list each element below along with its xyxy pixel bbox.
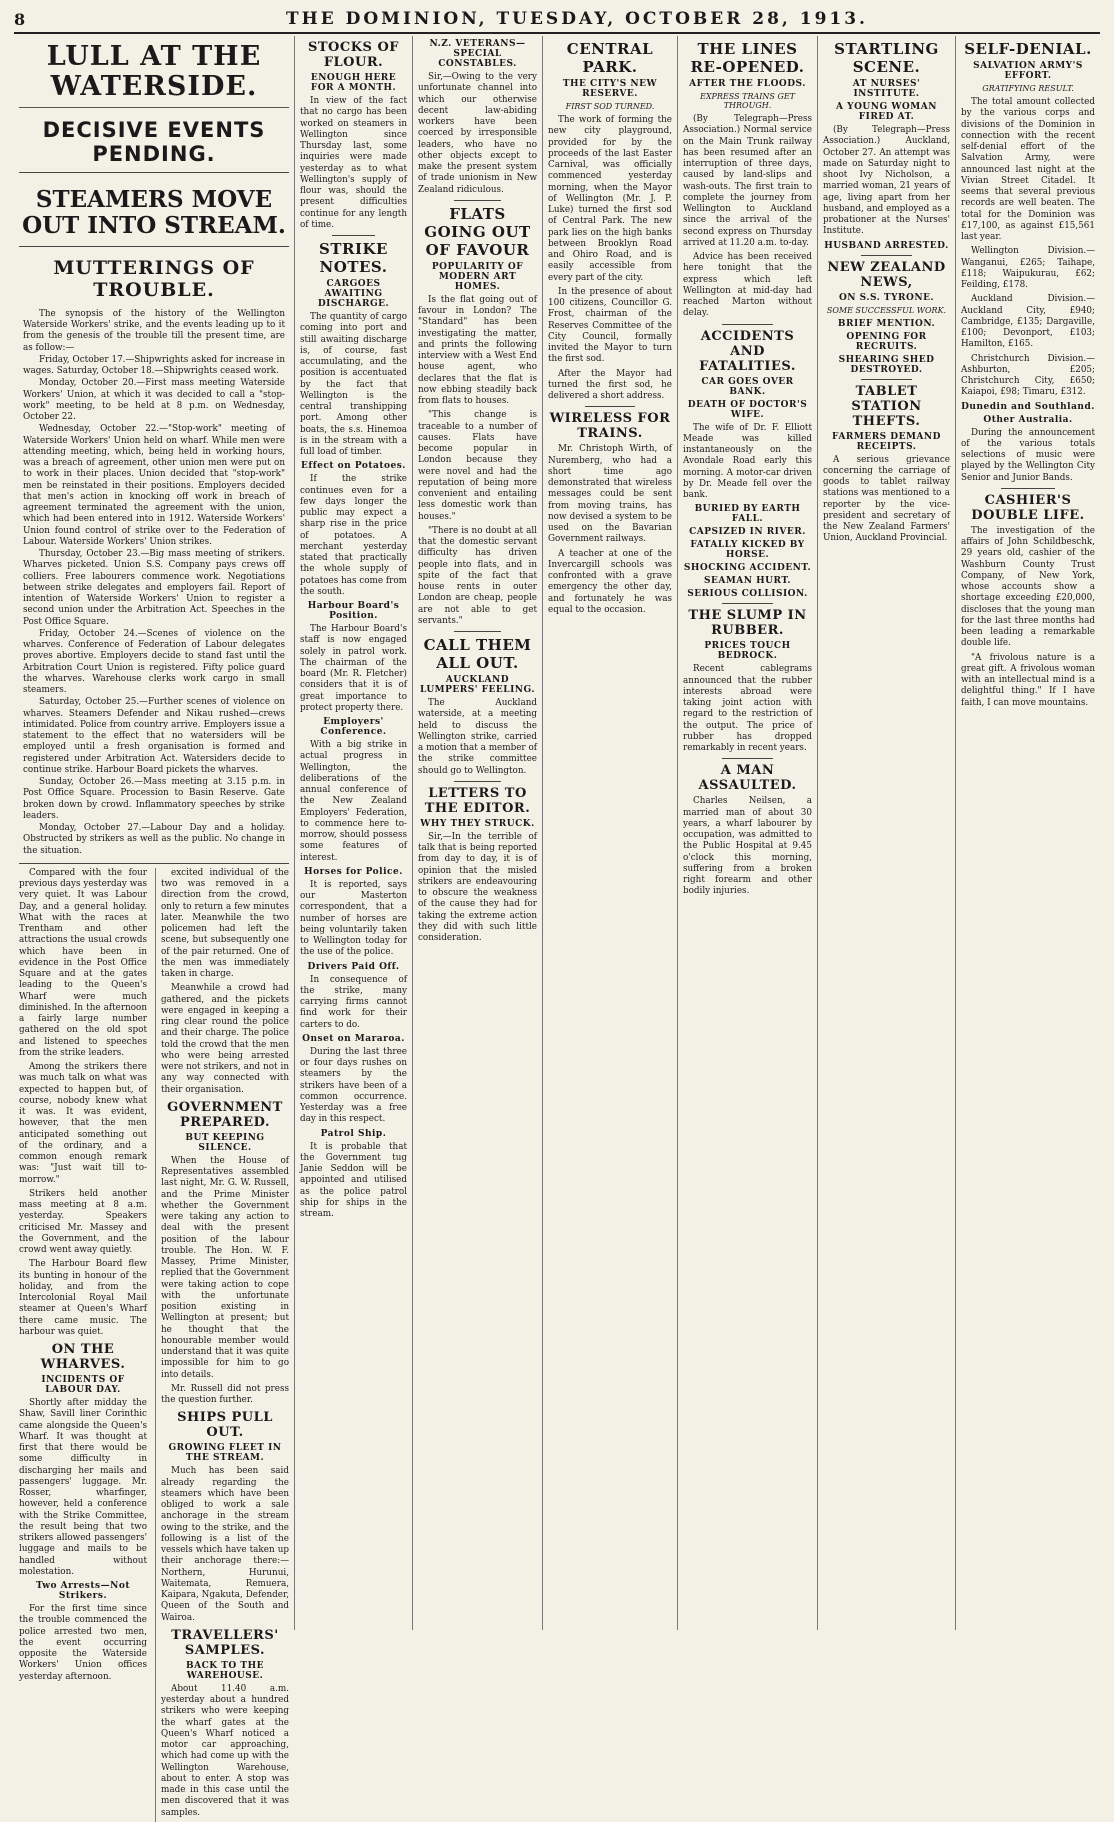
section-subheading: Employers' Conference. [320,717,387,737]
section-heading: WIRELESS FOR TRAINS. [549,411,671,442]
article-para: Christchurch Division.—Ashburton, £205; Christchurch City, £650; Kaiapoi, £98; Timaru, £312. [961,353,1095,398]
section-subheading: ON S.S. TYRONE. [838,292,935,303]
section-subheading: Drivers Paid Off. [307,961,400,972]
article-para: With a big strike in actual progress in Wellington, the deliberations of the annual conference of the New Zealand Employers' Federation, to commence here to-morrow, should possess some features of interest. [300,740,407,863]
section-subheading: WHY THEY STRUCK. [420,818,535,829]
section-heading: STOCKS OF FLOUR. [308,40,399,70]
section-subheading: AFTER THE FLOODS. [689,79,806,89]
article-para: For the first time since the trouble commenced the police arrested two men, the event occurring opposite the Waterside Workers' Union offices yesterday afternoon. [19,1604,147,1682]
column-3 [294,36,412,1630]
section-heading: THE LINES RE-OPENED. [690,40,805,76]
section-heading: NEW ZEALAND NEWS, [827,259,946,290]
article-para: Auckland Division.—Auckland City, £940; Cambridge, £135; Dargaville, £100; Devonport, £103; Hamilton, £165. [961,294,1095,350]
article-para: excited individual of the two was removed in a direction from the crowd, only to return a few minutes later. Meanwhile the two policemen had left the scene, but subsequently one of the pair returned. One of the men was immediately taken in charge. [161,867,289,980]
article-para: About 11.40 a.m. yesterday about a hundred strikers who were keeping the wharf gates at the Queen's Wharf noticed a motor car approaching, which had come up with the Wellington Warehouse, about to enter. A stop was made in this case until the men discovered that it was samples. [161,1683,289,1818]
section-subheading: SHOCKING ACCIDENT. [683,563,812,574]
section-subheading: ENOUGH HERE FOR A MONTH. [310,73,397,93]
section-subheading: Other Australia. [983,414,1073,425]
newspaper-title: THE DOMINION, TUESDAY, OCTOBER 28, 1913. [286,9,868,29]
section-heading: GOVERNMENT PREPARED. [167,1099,283,1130]
article-para: In view of the fact that no cargo has been worked on steamers in Wellington since Thursday last, some inquiries were made yesterday as to what Wellington's supply of flour was, should the present difficulties continue for any length of time. [300,96,407,230]
section-subheading: INCIDENTS OF LABOUR DAY. [41,1375,125,1396]
article-para: (By Telegraph—Press Association.) Auckland, October 27. An attempt was made on Saturday night to shoot Ivy Nicholson, a married woman, 21 years of age, living apart from her husband, and employed as a probationer at the Nurses' Institute. [823,125,950,237]
article-para: The Auckland waterside, at a meeting held to discuss the Wellington strike, carried a motion that a member of the strike committee should go to Wellington. [418,698,537,776]
article-para: "There is no doubt at all that the domestic servant difficulty has driven people into flats, and in spite of the fact that house rents in outer London are cheap, people are not able to get servants." [418,525,537,626]
lead-headline: LULL AT THE WATERSIDE. [19,42,289,108]
section-heading: CENTRAL PARK. [566,40,654,76]
section-heading: A MAN ASSAULTED. [698,763,797,794]
synopsis-para: The synopsis of the history of the Wellington Waterside Workers' strike, and the events leading up to it from the genesis of the trouble till the present time, are as follow:— [23,308,285,353]
article-para: The investigation of the affairs of John Schildbeschk, 29 years old, cashier of the Washburn County Trust Company, of New York, whose accounts show a shortage exceeding £20,000, discloses that the young man for the last three months had been leading a remarkable double life. [961,525,1095,649]
article-para: Advice has been received here tonight that the express which left Wellington at mid-day had reached Marton without delay. [683,252,812,319]
lead-body-split [19,868,289,1822]
section-subheading: N.Z. VETERANS—SPECIAL CONSTABLES. [429,39,526,69]
columns [14,36,1100,1818]
section-subheading: BACK TO THE WAREHOUSE. [186,1660,264,1681]
article-para: Sir,—In the terrible of talk that is being reported from day to day, it is of opinion that the misled strikers are endeavouring to obscure the weakness of the cause they had for taking the extreme action they did with such little consideration. [418,831,537,943]
divider [861,255,912,256]
article-para: Sir,—Owing to the very unfortunate channel into which our otherwise decent law-abiding workers have been coerced by irresponsible leaders, who have no other objects except to make the present system of trade unionism in New Zealand ridiculous. [418,72,537,195]
section-heading: TRAVELLERS' SAMPLES. [171,1627,279,1658]
lead-body-right [155,868,289,1822]
article-para: It is reported, says our Masterton correspondent, that a number of horses are being voluntarily taken to Wellington today for the use of the police. [300,879,407,958]
divider [19,172,289,173]
article-para: The Harbour Board's staff is now engaged solely in patrol work. The chairman of the board (Mr. R. Fletcher) considers that it is of great importance to protect property there. [300,624,407,713]
article-para: Mr. Russell did not press the question further. [161,1383,289,1406]
article-para: After the Mayor had turned the first sod, he delivered a short address. [548,368,672,401]
section-subheading: AUCKLAND LUMPERS' FEELING. [419,675,535,695]
section-subheading: Patrol Ship. [320,1128,387,1139]
article-para: In consequence of the strike, many carrying firms cannot find work for their carters to do. [300,974,407,1030]
divider [722,758,774,759]
lead-deck-1: DECISIVE EVENTS PENDING. [42,118,266,167]
synopsis-para: Sunday, October 26.—Mass meeting at 3.15 p.m. in Post Office Square. Procession to Basin Reserve. Gate broken down by crowd. Inflammatory speeches by strike leaders. [23,777,285,821]
article-para: (By Telegraph—Press Association.) Normal service on the Main Trunk railway has been resumed after an interruption of three days, caused by land-slips and wash-outs. The first train to complete the journey from Wellington to Auckland since the arrival of the second express on Thursday arrived at 11.20 a.m. to-day. [683,114,812,248]
section-subheading: DEATH OF DOCTOR'S WIFE. [687,399,808,420]
section-subheading: OPENING FOR RECRUITS. [846,331,927,352]
column-7 [817,36,955,1630]
article-para: In the presence of about 100 citizens, Councillor G. Frost, chairman of the Reserves Committee of the City Council, formally invited the Mayor to turn the first sod. [548,286,672,365]
section-subheading: SERIOUS COLLISION. [687,589,808,600]
section-subheading: Two Arrests—Not Strikers. [36,1581,130,1602]
section-heading: SHIPS PULL OUT. [177,1410,273,1441]
section-subheading: FARMERS DEMAND RECEIPTS. [832,431,941,452]
column-4 [412,36,542,1630]
article-para: The total amount collected by the various corps and divisions of the Dominion in connection with the recent self-denial effort of the Salvation Army, were announced last night at the Vivian Street Citadel. It seems that several previous records are well beaten. The total for the Dominion was £17,100, as against £15,561 last year. [961,97,1095,242]
article-para: If the strike continues even for a few days longer the public may expect a sharp rise in the price of potatoes. A merchant yesterday stated that practically the whole supply of potatoes has come from the south. [300,474,407,597]
column-6 [677,36,817,1630]
article-para: Mr. Christoph Wirth, of Nuremberg, who had a short time ago demonstrated that wireless messages could be sent from moving trains, has now devised a system to be used on the Bavarian Government railways. [548,444,672,545]
article-para: During the last three or four days rushes on steamers by the strikers have been of a common occurrence. Yesterday was a free day in this respect. [300,1046,407,1125]
article-para: The Harbour Board flew its bunting in honour of the holiday, and from the Intercolonial Royal Mail steamer at Queen's Wharf there came music. The harbour was quiet. [19,1259,147,1337]
synopsis-para: Saturday, October 25.—Further scenes of violence on wharves. Steamers Defender and Nikau rushed—crews intimidated. Police from country arrive. Employers issue a statement to the effect that no watersiders will be employed until a fresh organisation is formed and registered under Arbitration Act. Watersiders decide to continue strike. Harbour Board pickets the wharves. [23,697,285,775]
section-subheading: HUSBAND ARRESTED. [824,240,949,251]
section-subheading: CAPSIZED IN RIVER. [689,527,806,538]
article-para: "A frivolous nature is a great gift. A frivolous woman with an intellectual mind is a delightful thing." If I have faith, I can move mountains. [961,652,1095,708]
section-subheading: BRIEF MENTION. [837,318,936,329]
article-para: Compared with the four previous days yesterday was very quiet. It was Labour Day, and a general holiday. What with the races at Trentham and other attractions the usual crowds which have been in evidence in the Post Office Square and at the gates leading to the Queen's Wharf were much diminished. In the afternoon a fairly large number gathered on the old spot and listened to speeches from the strike leaders. [19,867,147,1058]
section-subheading: FATALLY KICKED BY HORSE. [690,540,805,561]
lead-synopsis [23,309,285,857]
section-heading: CASHIER'S DOUBLE LIFE. [971,492,1085,523]
section-subheading: Harbour Board's Position. [307,601,400,621]
section-subheading: Effect on Potatoes. [301,461,406,472]
article-para: Recent cablegrams announced that the rubber interests abroad were taking joint action with regard to the restriction of the output. The price of rubber has dropped remarkably in recent years. [683,664,812,753]
section-subheading: CAR GOES OVER BANK. [701,376,794,397]
article-para: Meanwhile a crowd had gathered, and the pickets were engaged in keeping a ring clear round the police and their charge. The police told the crowd that the men who were being arrested were not strikers, and not in any way connected with their organisation. [161,983,289,1095]
column-1 [14,36,294,1818]
divider [861,379,912,380]
section-subheading: GROWING FLEET IN THE STREAM. [168,1443,282,1464]
section-subheading: Dunedin and Southland. [961,401,1095,412]
divider [332,235,375,236]
section-subheading: A YOUNG WOMAN FIRED AT. [836,102,937,122]
section-heading: TABLET STATION THEFTS. [851,383,922,429]
synopsis-para: Monday, October 27.—Labour Day and a holiday. Obstructed by strikers as well as the public. No change in the situation. [23,823,285,856]
lead-deck-2: STEAMERS MOVE OUT INTO STREAM. [22,186,286,239]
divider [19,246,289,247]
synopsis-para: Friday, October 24.—Scenes of violence on the wharves. Conference of Federation of Labour delegates proves abortive. Employers decide to stand fast until the Arbitration Court Union is registered. Fifty police guard the wharves. Warehouse clerks work cargo in small steamers. [23,628,285,696]
masthead [14,6,1100,34]
divider [585,406,635,407]
synopsis-para: Friday, October 17.—Shipwrights asked for increase in wages. Saturday, October 18.—Shipwrights ceased work. [23,354,285,377]
article-para: A teacher at one of the Invercargill schools was confronted with a grave emergency the other day, and fortunately he was equal to the occasion. [548,548,672,615]
page-number: 8 [14,9,26,29]
section-subheading: Horses for Police. [304,866,403,877]
section-subheading: EXPRESS TRAINS GET THROUGH. [699,92,796,110]
section-heading: ON THE WHARVES. [40,1342,126,1373]
section-heading: CALL THEM ALL OUT. [423,636,532,672]
column-5 [542,36,677,1630]
divider [454,200,502,201]
article-para: The quantity of cargo coming into port and still awaiting discharge is, of course, fast accumulating, and the position is accentuated by the fact that Wellington is the central transhipping port. Among other boats, the s.s. Hinemoa is in the stream with a full load of timber. [300,312,407,457]
article-para: It is probable that the Government tug Janie Seddon will be appointed and utilised as the police patrol ship for ships in the stream. [300,1141,407,1219]
section-heading: THE SLUMP IN RUBBER. [688,608,807,639]
article-para: Among the strikers there was much talk on what was expected to happen but, of course, nobody knew what it was. It was evident, however, that the men anticipated something out of the ordinary, and a common enough remark was: "Just wait till to-morrow." [19,1062,147,1185]
synopsis-para: Wednesday, October 22.—"Stop-work" meeting of Waterside Workers' Union held on wharf. While men were attending meeting, which, being held in working hours, was a breach of agreement, other union men were put on to work in their places. Union decided that "stop-work" men be reinstated in their positions. Employers decided that men's action in knocking off work in breach of agreement terminated the agreement with the union, which had been entered into in 1912. Waterside Workers' Union found control of strike over to the Federation of Labour. Waterside Workers' Union strikes. [23,424,285,547]
article-para: During the announcement of the various totals selections of music were played by the Wellington City Senior and Junior Bands. [961,427,1095,483]
section-subheading: SALVATION ARMY'S EFFORT. [973,61,1083,81]
section-subheading: SEAMAN HURT. [704,576,791,587]
divider [1001,488,1055,489]
lead-body-left [19,868,147,1822]
section-subheading: CARGOES AWAITING DISCHARGE. [317,279,390,309]
article-para: Shortly after midday the Shaw, Savill liner Corinthic came alongside the Queen's Wharf. It was thought at first that there would be some difficulty in discharging her mails and passengers' luggage. Mr. Rosser, wharfinger, however, held a conference with the Strike Committee, the result being that two strikers allowed passengers' luggage and mails to be handled without molestation. [19,1398,147,1577]
article-para: Wellington Division.—Wanganui, £265; Taihape, £118; Waipukurau, £62; Feilding, £178. [961,246,1095,290]
section-subheading: SOME SUCCESSFUL WORK. [826,305,947,315]
section-subheading: BUT KEEPING SILENCE. [185,1132,265,1153]
article-para: Much has been said already regarding the steamers which have been obliged to work a sale anchorage in the stream owing to the strike, and the following is a list of the vessels which have taken up their anchorage there:—Northern, Hurunui, Waitemata, Remuera, Kaipara, Ngakuta, Defender, Queen of the South and Wairoa. [161,1466,289,1623]
article-para: Is the flat going out of favour in London? The "Standard" has been investigating the matter, and prints the following interview with a West End house agent, who declares that the flat is now ebbing steadily back from flats to houses. [418,294,537,406]
divider [722,603,774,604]
article-para: The wife of Dr. F. Elliott Meade was killed instantaneously on the Avondale Road early this morning. A motor-car driven by Dr. Meade fell over the bank. [683,422,812,500]
article-para: Strikers held another mass meeting at 8 a.m. yesterday. Speakers criticised Mr. Massey and the Government, and the crowd went away quietly. [19,1188,147,1256]
section-heading: ACCIDENTS AND FATALITIES. [699,328,796,374]
article-para: The work of forming the new city playground, provided for by the proceeds of the last Easter Carnival, was officially commenced yesterday morning, when the Mayor of Wellington (Mr. J. P. Luke) turned the first sod of Central Park. The new park lies on the high banks between Brooklyn Road and Ohiro Road, and is easily accessible from every part of the city. [548,115,672,283]
section-heading: SELF-DENIAL. [964,40,1092,58]
lead-headlines [19,42,289,301]
article-para: When the House of Representatives assembled last night, Mr. G. W. Russell, and the Prime Minister whether the Government were taking any action to deal with the present position of the labour trouble. The Hon. W. F. Massey, Prime Minister, replied that the Government were taking action to cope with the unfortunate position existing in Wellington at present; but he thought that the honourable member would understand that it was quite impossible for him to go into details. [161,1155,289,1380]
column-8 [955,36,1100,1630]
section-subheading: SHEARING SHED DESTROYED. [838,354,935,375]
synopsis-para: Thursday, October 23.—Big mass meeting of strikers. Wharves picketed. Union S.S. Company pays crews off colliers. Free labourers commence work. Negotiations between strike delegates and employers fail. Report of intention of Waterside Workers' Union to register a second union under the Arbitration Act. Speeches in the Post Office Square. [23,549,285,627]
section-subheading: PRICES TOUCH BEDROCK. [704,641,791,662]
section-subheading: POPULARITY OF MODERN ART HOMES. [431,261,524,292]
section-subheading: BURIED BY EARTH FALL. [694,504,801,525]
article-para: A serious grievance concerning the carriage of goods to tablet railway stations was mentioned to a reporter by the vice-president and secretary of the New Zealand Farmers' Union, Auckland Provincial. [823,454,950,544]
section-subheading: GRATIFYING RESULT. [982,84,1074,93]
section-heading: LETTERS TO THE EDITOR. [424,785,531,816]
divider [454,781,502,782]
section-subheading: Onset on Mararoa. [302,1033,405,1044]
lead-deck-3: MUTTERINGS OF TROUBLE. [53,256,255,301]
divider [454,631,502,632]
synopsis-para: Monday, October 20.—First mass meeting Waterside Workers' Union, at which it was decided to call a "stop-work" meeting, to be held at 8 p.m. on Wednesday, October 22. [23,378,285,423]
section-heading: FLATS GOING OUT OF FAVOUR [424,204,531,259]
article-para: Charles Neilsen, a married man of about 30 years, a wharf labourer by occupation, was admitted to the Public Hospital at 9.45 o'clock this morning, suffering from a broken right forearm and other bodily injuries. [683,796,812,897]
section-subheading: AT NURSES' INSTITUTE. [852,79,921,99]
section-heading: STRIKE NOTES. [319,240,388,276]
section-subheading: THE CITY'S NEW RESERVE. [562,79,658,99]
section-heading: STARTLING SCENE. [834,40,939,76]
divider [19,863,289,864]
article-para: "This change is traceable to a number of causes. Flats have become popular in London because they were novel and had the reputation of being more convenient and entailing less domestic work than houses." [418,410,537,522]
section-subheading: FIRST SOD TURNED. [565,102,655,111]
divider [722,324,774,325]
